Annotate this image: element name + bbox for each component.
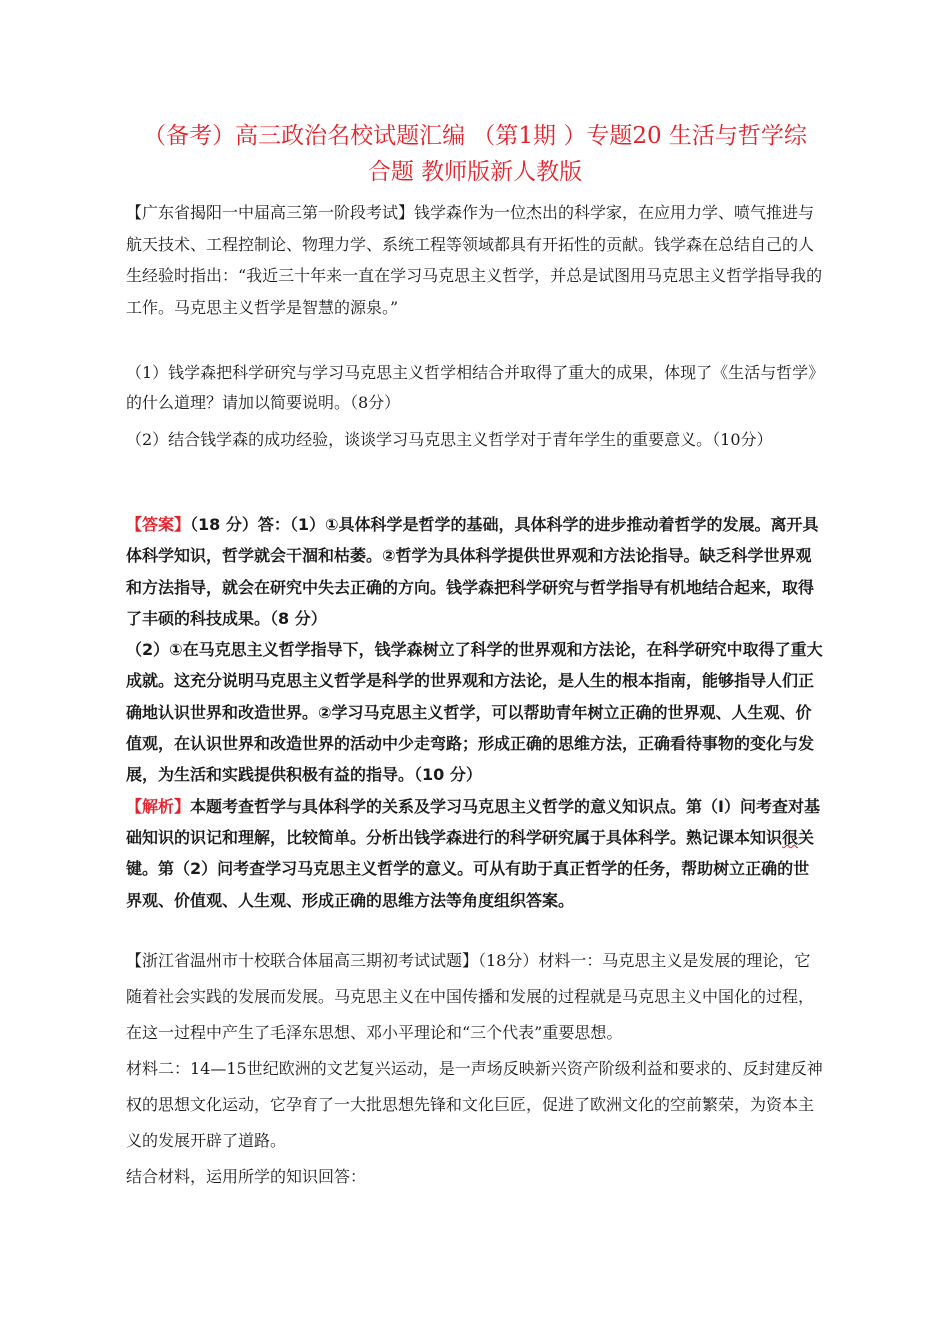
question-1-intro: 【广东省揭阳一中届高三第一阶段考试】钱学森作为一位杰出的科学家，在应用力学、喷气推进与航天技术、工程控制论、物理力学、系统工程等领域都具有开拓性的贡献。钱学森在总结自己的人生经验时指出：“我近三十年来一直在学习马克思主义哲学，并总是试图用马克思主义哲学指导我的工作。马克思主义哲学是智慧的源泉。” [126, 203, 823, 317]
analysis [126, 791, 824, 916]
question-2-prompt: 结合材料，运用所学的知识回答： [126, 1167, 367, 1186]
question-2-material-2: 材料二：14—15世纪欧洲的文艺复兴运动，是一声场反映新兴资产阶级利益和要求的、反封建反神权的思想文化运动，它孕育了一大批思想先锋和文化巨匠，促进了欧洲文化的空前繁荣，为资本主义的发展开辟了道路。 [126, 1059, 823, 1150]
answer-part-1-text: （18 分）答：（1）①具体科学是哲学的基础，具体科学的进步推动着哲学的发展。离开具体科学知识，哲学就会干涸和枯萎。②哲学为具体科学提供世界观和方法论指导。缺乏科学世界观和方法指导，就会在研究中失去正确的方向。钱学森把科学研究与哲学指导有机地结合起来，取得了丰硕的科技成果。（8 分） [126, 515, 819, 628]
answer-section [126, 509, 824, 916]
question-1-sub-2: （2）结合钱学森的成功经验，谈谈学习马克思主义哲学对于青年学生的重要意义。（10分） [126, 430, 773, 449]
spellcheck-underline: 很 [782, 827, 799, 847]
document-title [120, 118, 830, 190]
question-1 [126, 197, 824, 323]
answer-part-1 [126, 509, 824, 634]
question-2-intro: 【浙江省温州市十校联合体届高三期初考试试题】（18分）材料一：马克思主义是发展的理论，它随着社会实践的发展而发展。马克思主义在中国传播和发展的过程就是马克思主义中国化的过程，在这一过程中产生了毛泽东思想、邓小平理论和“三个代表”重要思想。 [126, 951, 815, 1042]
question-2 [126, 943, 824, 1195]
analysis-text-b: 关键。第（2）问考查学习马克思主义哲学的意义。可从有助于真正哲学的任务，帮助树立正确的世界观、价值观、人生观、形成正确的思维方法等角度组织答案。 [126, 827, 815, 910]
question-1-sub-1: （1）钱学森把科学研究与学习马克思主义哲学相结合并取得了重大的成果，体现了《生活与哲学》的什么道理？请加以简要说明。（8分） [126, 363, 817, 412]
analysis-tag: 【解析】 [126, 796, 191, 816]
answer-part-2: （2）①在马克思主义哲学指导下，钱学森树立了科学的世界观和方法论，在科学研究中取得了重大成就。这充分说明马克思主义哲学是科学的世界观和方法论，是人生的根本指南，能够指导人们正确地认识世界和改造世界。②学习马克思主义哲学，可以帮助青年树立正确的世界观、人生观、价值观，在认识世界和改造世界的活动中少走弯路；形成正确的思维方法，正确看待事物的变化与发展，为生活和实践提供积极有益的指导。（10 分） [126, 640, 823, 785]
question-1-subquestions [126, 358, 824, 455]
analysis-text-a: 本题考查哲学与具体科学的关系及学习马克思主义哲学的意义知识点。第（Ⅰ）问考查对基础知识的识记和理解，比较简单。分析出钱学森进行的科学研究属于具体科学。熟记课本知识 [126, 796, 820, 847]
title-line-2: 合题 教师版新人教版 [367, 159, 583, 185]
answer-tag: 【答案】 [126, 515, 191, 534]
title-line-1: （备考）高三政治名校试题汇编 （第1期 ）专题20 生活与哲学综 [143, 123, 807, 149]
